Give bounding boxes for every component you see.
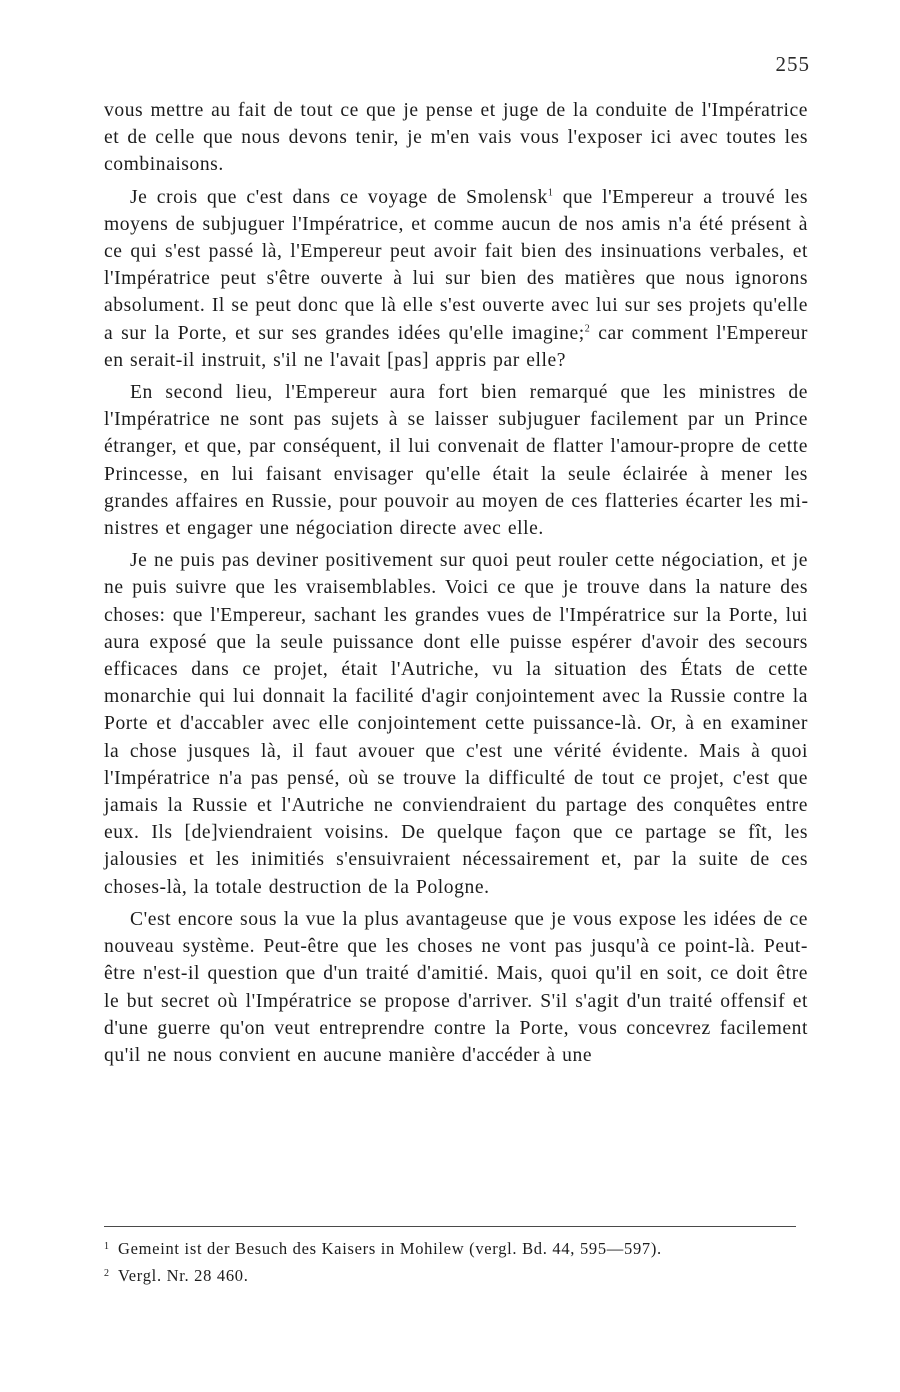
page-number: 255 [775,52,810,76]
footnote-2 [104,1261,808,1288]
footnote-reference-1: 1 [547,187,554,199]
body-text [104,97,808,1074]
paragraph-smolensk [104,184,808,374]
footnotes [104,1234,808,1288]
footnote-number: 2 [104,1268,110,1279]
paragraph-continuation: vous mettre au fait de tout ce que je pense et juge de la conduite de l'Impératrice et de celle que nous devons tenir, je m'en vais vous l'exposer ici avec toutes les combinaisons. [104,100,808,176]
paragraph-new-system: C'est encore sous la vue la plus avantageuse que je vous expose les idées de ce nouveau système. Peut-être que les choses ne vont pas jusqu'à ce point-là. Peut-être n'est-il question que d'un traité d'amitié. Mais, quoi qu'il en soit, ce doit être le but secret où l'Impératrice se propose d'arriver. S'il s'agit d'un traité offensif et d'une guerre qu'on veut entreprendre contre la Porte, vous concevrez facilement qu'il ne nous convient en aucune manière d'accéder à une [104,908,808,1066]
paragraph-negotiation: Je ne puis pas deviner positivement sur quoi peut rouler cette négociation, et je ne puis suivre que les vraisemblables. Voici ce que je trouve dans la nature des choses: que l'Empereur, sachant les grandes vues de l'Impératrice sur la Porte, lui aura exposé que la seule puissance dont elle puisse espérer d'avoir des secours efficaces dans ce projet, était l'Autriche, vu la situation des États de cette monarchie qui lui donnait la facilité d'agir conjointement avec la Russie contre la Porte et d'accabler avec elle conjointement cette puissance-là. Or, à en examiner la chose jusques là, il faut avouer que c'est une vérité évidente. Mais à quoi l'Impératrice n'a pas pensé, où se trouve la difficulté de tout ce projet, c'est que jamais la Russie et l'Autriche ne conviendraient du partage des conquêtes entre eux. Ils [de]viendraient voisins. De quelque façon que ce partage se fît, les jalousies et les inimitiés s'ensuivraient nécessairement et, par la suite de ces choses-là, la totale destruction de la Pologne. [104,550,808,898]
paragraph-second-place: En second lieu, l'Empereur aura fort bien remarqué que les ministres de l'Impératrice ne sont pas sujets à se laisser subjuguer facilement par un Prince étranger, et que, par conséquent, il lui convenait de flatter l'amour-propre de cette Princesse, en lui faisant envisager qu'elle était la seule éclairée à mener les grandes affaires en Russie, pour pouvoir au moyen de ces flatteries écarter les ministres et engager une négociation directe avec elle. [104,382,808,540]
footnote-text: Vergl. Nr. 28 460. [118,1266,249,1285]
footnote-text: Gemeint ist der Besuch des Kaisers in Mohilew (vergl. Bd. 44, 595—597). [118,1239,662,1258]
paragraph-text: car comment l'Empereur en serait-il instruit, s'il ne l'avait [pas] appris par elle? [104,322,808,371]
paragraph-text: que l'Empereur a trouvé les moyens de subjuguer l'Impératrice, et comme aucun de nos amis n'a été présent à ce qui s'est passé là, l'Empereur peut avoir fait bien des insinuations verbales, et l'Impératrice peut s'être ouverte à lui sur bien des matières que nous ignorons absolument. Il se peut donc que là elle s'est ouverte avec lui sur ses projets qu'elle a sur la Porte, et sur ses grandes idées qu'elle imagine; [104,186,809,344]
footnote-1 [104,1234,808,1261]
footnote-divider [104,1226,796,1227]
footnote-number: 1 [104,1241,110,1252]
footnote-reference-2: 2 [584,323,591,335]
paragraph-text: Je crois que c'est dans ce voyage de Smolensk [130,186,548,208]
